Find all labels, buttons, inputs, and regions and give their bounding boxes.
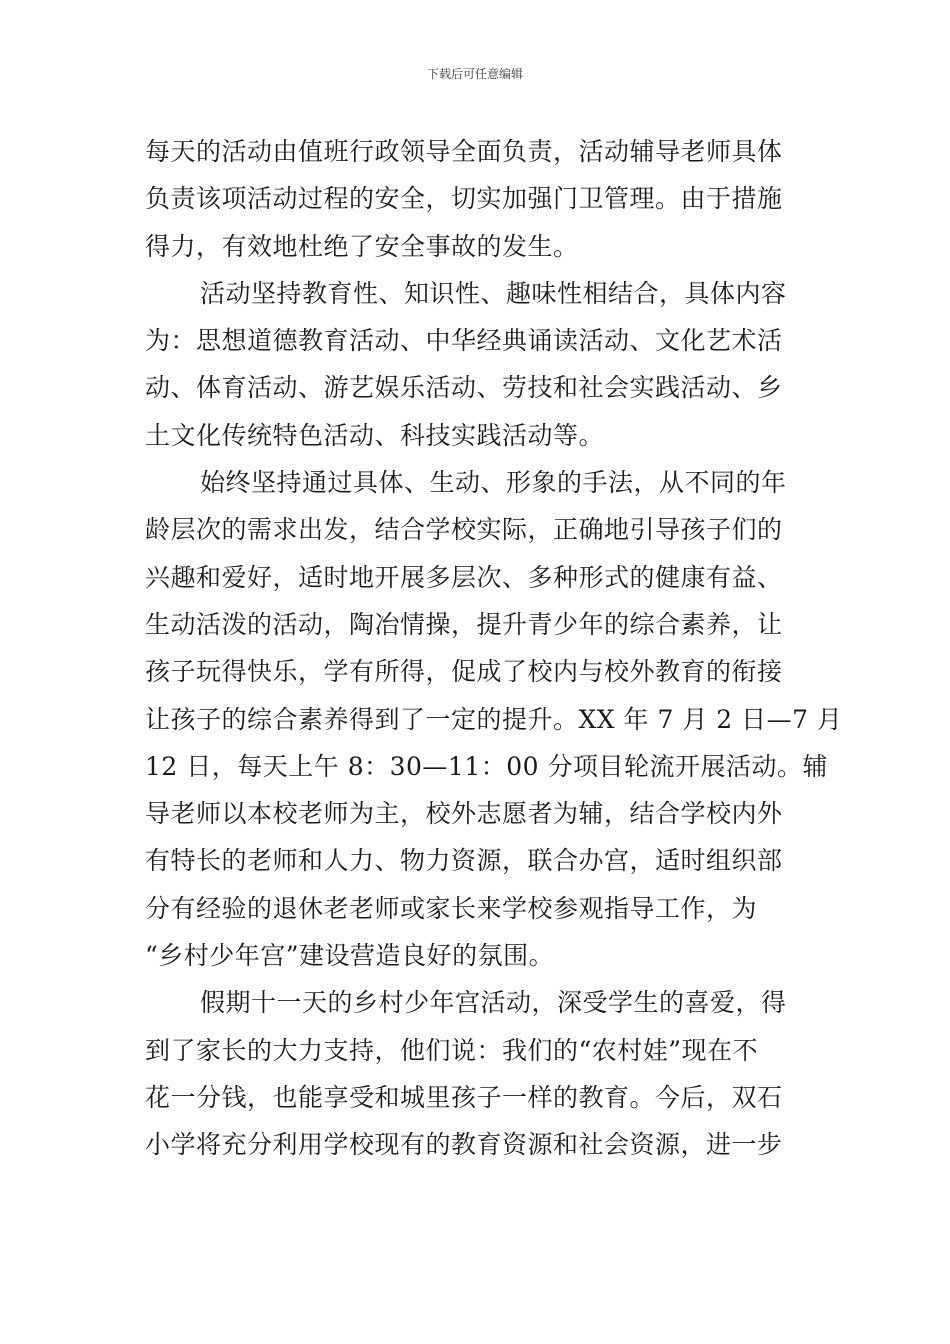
paragraph-activities	[145, 270, 806, 459]
text-line: 花一分钱，也能享受和城里孩子一样的教育。今后，双石	[145, 1082, 783, 1112]
text-line: 始终坚持通过具体、生动、形象的手法，从不同的年	[200, 468, 787, 498]
paragraph-outlook	[145, 979, 806, 1168]
text-line: 土文化传统特色活动、科技实践活动等。	[145, 420, 605, 450]
paragraph-approach	[145, 459, 843, 979]
text-line: 小学将充分利用学校现有的教育资源和社会资源，进一步	[145, 1130, 783, 1160]
text-line: 生动活泼的活动，陶冶情操，提升青少年的综合素养，让	[145, 609, 783, 639]
text-line: 龄层次的需求出发，结合学校实际，正确地引导孩子们的	[145, 515, 783, 545]
text-line: 12 日，每天上午 8：30—11：00 分项目轮流开展活动。辅	[145, 751, 828, 781]
document-body	[145, 128, 843, 1169]
text-line: 假期十一天的乡村少年宫活动，深受学生的喜爱，得	[200, 988, 787, 1018]
text-line: 让孩子的综合素养得到了一定的提升。XX 年 7 月 2 日—7 月	[145, 704, 843, 734]
text-line: 有特长的老师和人力、物力资源，联合办宫，适时组织部	[145, 846, 783, 876]
text-line: 动、体育活动、游艺娱乐活动、劳技和社会实践活动、乡	[145, 373, 783, 403]
text-line: 负责该项活动过程的安全，切实加强门卫管理。由于措施	[145, 184, 783, 214]
text-line: 得力，有效地杜绝了安全事故的发生。	[145, 231, 579, 261]
text-line: 到了家长的大力支持，他们说：我们的“农村娃”现在不	[145, 1035, 759, 1065]
text-line: “乡村少年宫”建设营造良好的氛围。	[145, 941, 555, 971]
text-line: 活动坚持教育性、知识性、趣味性相结合，具体内容	[200, 278, 787, 308]
paragraph-safety	[145, 128, 806, 270]
text-line: 为：思想道德教育活动、中华经典诵读活动、文化艺术活	[145, 326, 783, 356]
text-line: 导老师以本校老师为主，校外志愿者为辅，结合学校内外	[145, 799, 783, 829]
text-line: 兴趣和爱好，适时地开展多层次、多种形式的健康有益、	[145, 562, 783, 592]
text-line: 每天的活动由值班行政领导全面负责，活动辅导老师具体	[145, 137, 783, 166]
text-line: 孩子玩得快乐，学有所得，促成了校内与校外教育的衔接	[145, 657, 783, 687]
page-header: 下载后可任意编辑	[426, 67, 523, 81]
text-line: 分有经验的退休老老师或家长来学校参观指导工作，为	[145, 893, 758, 923]
